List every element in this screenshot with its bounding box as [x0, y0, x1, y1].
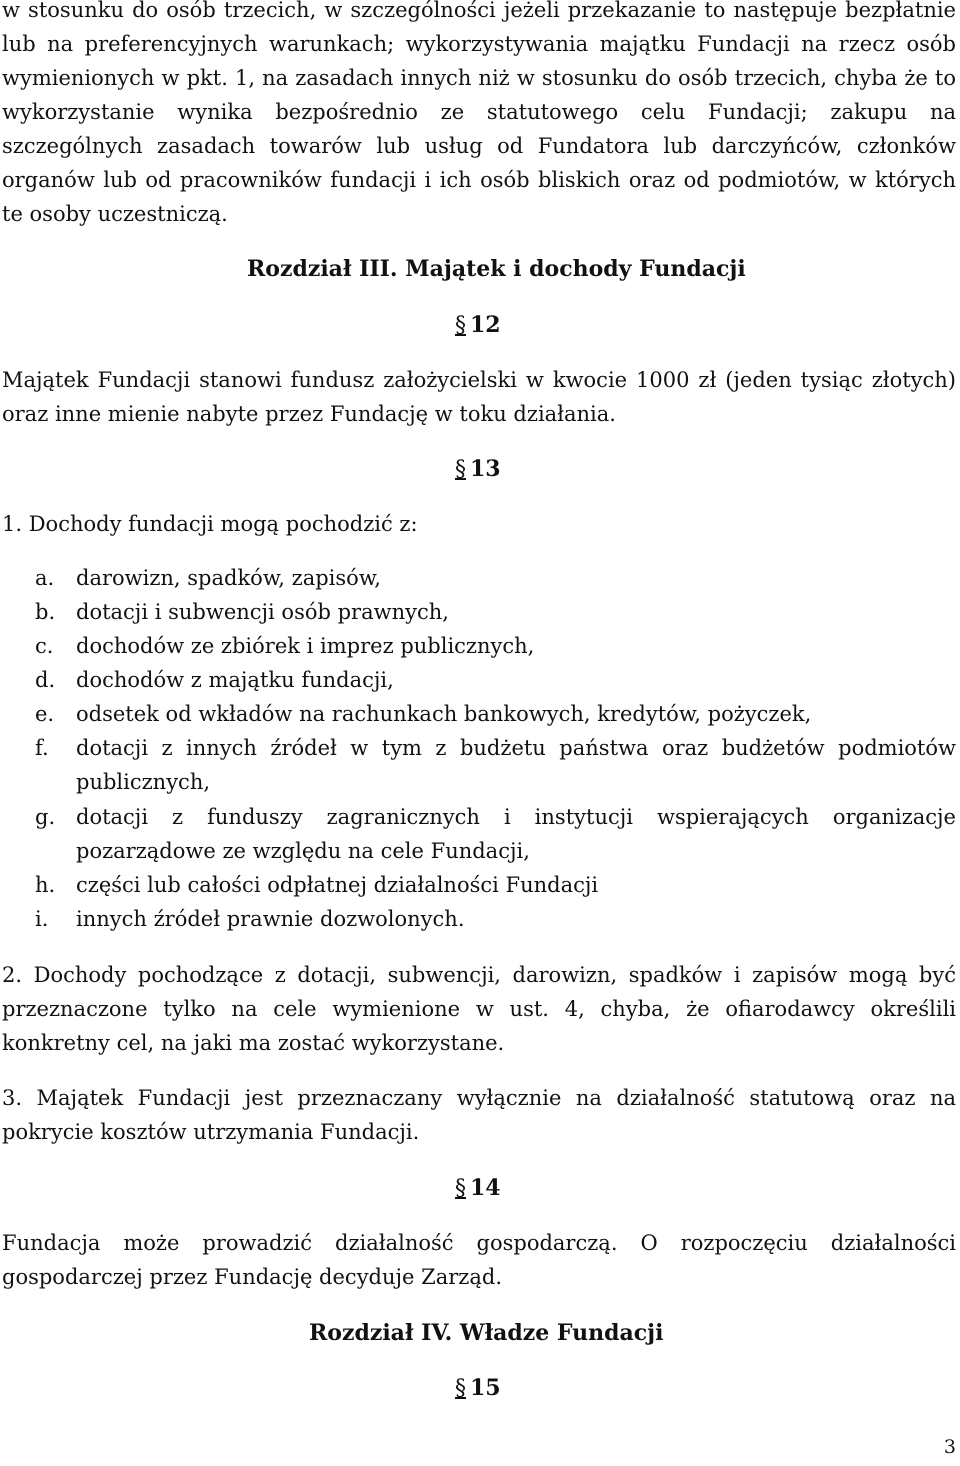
- list-item: c. dochodów ze zbiórek i imprez publicznych,: [35, 634, 535, 658]
- paragraph-line: konkretny cel, na jaki ma zostać wykorzystane.: [2, 1031, 505, 1055]
- paragraph-line: lub na preferencyjnych warunkach; wykorzystywania majątku Fundacji na rzecz osób: [2, 32, 956, 56]
- list-item: i. innych źródeł prawnie dozwolonych.: [35, 907, 465, 931]
- section-sign: §: [455, 457, 466, 482]
- paragraph-line: te osoby uczestniczą.: [2, 202, 228, 226]
- section-sign: §: [455, 1376, 466, 1401]
- paragraph-line: gospodarczej przez Fundację decyduje Zarząd.: [2, 1265, 502, 1289]
- chapter-title: Rozdział III. Majątek i dochody Fundacji: [247, 256, 746, 282]
- chapter-title: Rozdział IV. Władze Fundacji: [309, 1320, 664, 1346]
- section-heading-13: [455, 456, 501, 482]
- paragraph-line: wymienionych w pkt. 1, na zasadach innych niż w stosunku do osób trzecich, chyba że to: [2, 66, 956, 90]
- page-number: 3: [943, 1436, 956, 1458]
- section-number: 12: [470, 312, 501, 338]
- paragraph-line: szczególnych zasadach towarów lub usług od Fundatora lub darczyńców, członków: [2, 134, 956, 158]
- section-number: 15: [470, 1375, 501, 1401]
- section-heading-14: [455, 1175, 501, 1201]
- paragraph-line: przeznaczone tylko na cele wymienione w ust. 4, chyba, że ofiarodawcy określili: [2, 997, 956, 1021]
- list-item-text: dotacji z innych źródeł w tym z budżetu państwa oraz budżetów podmiotów: [76, 736, 956, 760]
- list-item: d. dochodów z majątku fundacji,: [35, 668, 394, 692]
- section-number: 13: [470, 456, 501, 482]
- paragraph-line: wykorzystanie wynika bezpośrednio ze statutowego celu Fundacji; zakupu na: [2, 100, 956, 124]
- list-item: a. darowizn, spadków, zapisów,: [35, 566, 381, 590]
- list-item-text: pozarządowe ze względu na cele Fundacji,: [76, 839, 530, 863]
- list-item: h. części lub całości odpłatnej działalności Fundacji: [35, 873, 599, 897]
- list-item: e. odsetek od wkładów na rachunkach bankowych, kredytów, pożyczek,: [35, 702, 812, 726]
- section-sign: §: [455, 1176, 466, 1201]
- list-intro: 1. Dochody fundacji mogą pochodzić z:: [2, 512, 418, 536]
- paragraph-line: Majątek Fundacji stanowi fundusz założycielski w kwocie 1000 zł (jeden tysiąc złotych): [2, 368, 956, 392]
- list-item-label: g.: [35, 805, 56, 829]
- paragraph-line: 3. Majątek Fundacji jest przeznaczany wyłącznie na działalność statutową oraz na: [2, 1086, 956, 1110]
- list-item-text: dotacji z funduszy zagranicznych i instytucji wspierających organizacje: [76, 805, 956, 829]
- paragraph-line: oraz inne mienie nabyte przez Fundację w toku działania.: [2, 402, 616, 426]
- paragraph-line: Fundacja może prowadzić działalność gospodarczą. O rozpoczęciu działalności: [2, 1231, 956, 1255]
- section-heading-12: [455, 312, 501, 338]
- list-item: b. dotacji i subwencji osób prawnych,: [35, 600, 449, 624]
- paragraph-line: organów lub od pracowników fundacji i ich osób bliskich oraz od podmiotów, w których: [2, 168, 956, 192]
- section-heading-15: [455, 1375, 501, 1401]
- list-item-label: f.: [35, 736, 49, 760]
- section-sign: §: [455, 313, 466, 338]
- paragraph-line: pokrycie kosztów utrzymania Fundacji.: [2, 1120, 420, 1144]
- section-number: 14: [470, 1175, 501, 1201]
- list-item-text: publicznych,: [76, 770, 211, 794]
- paragraph-line: 2. Dochody pochodzące z dotacji, subwencji, darowizn, spadków i zapisów mogą być: [2, 963, 956, 987]
- paragraph-line: w stosunku do osób trzecich, w szczególności jeżeli przekazanie to następuje bezpłatnie: [2, 0, 956, 22]
